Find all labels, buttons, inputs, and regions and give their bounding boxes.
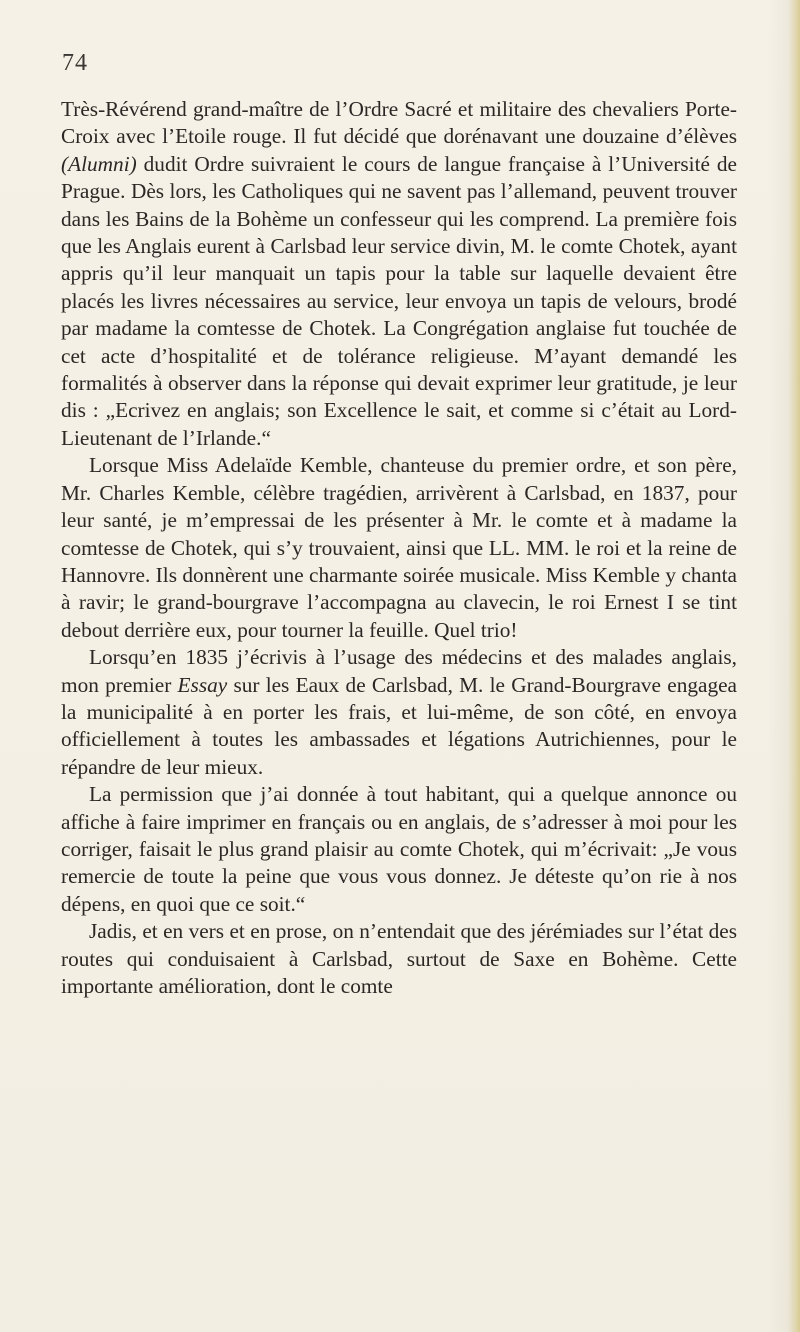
text-segment: dudit Ordre suivraient le cours de langue française à l’Université de Prague. Dès lors, les Catholiques qui ne savent pas l’allemand, peuvent trouver dans les Bains de la Bohème un confesseur qui les comprend. La première fois que les Anglais eurent à Carlsbad leur service divin, M. le comte Chotek, ayant appris qu’il leur manquait un tapis pour la table sur laquelle devaient être placés les livres nécessaires au service, leur envoya un tapis de velours, brodé par madame la comtesse de Chotek. La Congrégation anglaise fut touchée de cet acte d’hospitalité et de tolérance religieuse. M’ayant demandé les formalités à observer dans la réponse qui devait exprimer leur gratitude, je leur dis : „Ecrivez en anglais; son Excellence le sait, et comme si c’était au Lord-Lieutenant de l’Irlande.“ (61, 151, 737, 450)
paragraph-4 (61, 781, 737, 918)
text-segment: sur les Eaux de Carlsbad, M. le Grand-Bourgrave engagea la municipalité à en porter les frais, et lui-même, de son côté, en envoya officiellement à toutes les ambassades et légations Autrichiennes, pour le répandre de leur mieux. (61, 672, 737, 779)
text-segment: Très-Révérend grand-maître de l’Ordre Sacré et militaire des chevaliers Porte-Croix avec l’Etoile rouge. Il fut décidé que dorénavant une douzaine d’élèves (61, 97, 737, 149)
text-segment: La permission que j’ai donnée à tout habitant, qui a quelque annonce ou affiche à faire imprimer en français ou en anglais, de s’adresser à moi pour les corriger, faisait le plus grand plaisir au comte Chotek, qui m’écrivait: „Je vous remercie de toute la peine que vous vous donnez. Je déteste qu’on rie à nos dépens, en quoi que ce soit.“ (61, 782, 737, 916)
italic-term-essay: Essay (177, 672, 228, 697)
paragraph-3 (61, 644, 737, 781)
body-text (61, 96, 737, 1000)
paragraph-2 (61, 452, 737, 644)
paragraph-1 (61, 96, 737, 452)
page-number: 74 (62, 50, 88, 76)
page-edge-shadow (788, 0, 800, 1332)
text-segment: Jadis, et en vers et en prose, on n’entendait que des jérémiades sur l’état des routes qui conduisaient à Carlsbad, surtout de Saxe en Bohème. Cette importante amélioration, dont le comte (61, 919, 737, 998)
text-segment: Lorsqu’en 1835 j’écrivis à l’usage des médecins et des malades anglais, mon premier (61, 645, 737, 697)
paragraph-5 (61, 918, 737, 1000)
italic-term-alumni: (Alumni) (61, 151, 137, 176)
text-segment: Lorsque Miss Adelaïde Kemble, chanteuse du premier ordre, et son père, Mr. Charles Kemble, célèbre tragédien, arrivèrent à Carlsbad, en 1837, pour leur santé, je m’empressai de les présenter à Mr. le comte et à madame la comtesse de Chotek, qui s’y trouvaient, ainsi que LL. MM. le roi et la reine de Hannovre. Ils donnèrent une charmante soirée musicale. Miss Kemble y chanta à ravir; le grand-bourgrave l’accompagna au clavecin, le roi Ernest I se tint debout derrière eux, pour tourner la feuille. Quel trio! (61, 453, 737, 642)
